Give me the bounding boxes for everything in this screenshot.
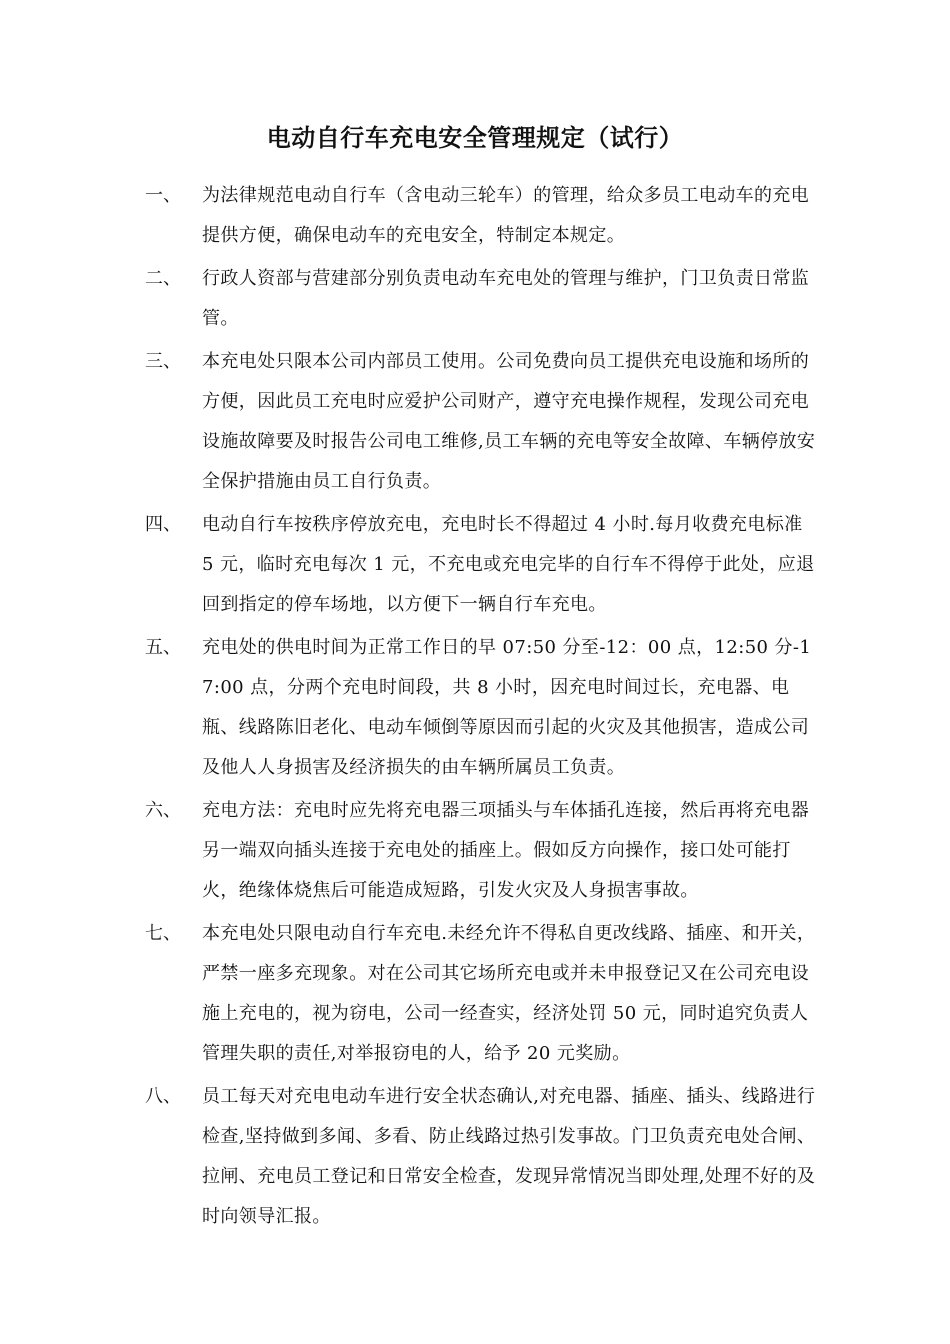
clause-item <box>0 259 950 339</box>
clause-number: 四、 <box>145 514 181 535</box>
clause-text: 本充电处只限本公司内部员工使用。公司免费向员工提供充电设施和场所的方便，因此员工充电时应爱护公司财产，遵守充电操作规程，发现公司充电设施故障要及时报告公司电工维修,员工车辆的充电等安全故障、车辆停放安全保护措施由员工自行负责。 <box>202 351 816 492</box>
clause-item <box>0 914 950 1074</box>
clause-text: 电动自行车按秩序停放充电，充电时长不得超过 4 小时.每月收费充电标准 5 元，临时充电每次 1 元，不充电或充电完毕的自行车不得停于此处，应退回到指定的停车场地，以方便下一辆自行车充电。 <box>202 514 815 615</box>
clause-list <box>0 176 950 1240</box>
clause-item <box>0 1077 950 1237</box>
clause-number: 五、 <box>145 637 181 658</box>
clause-text: 本充电处只限电动自行车充电.未经允许不得私自更改线路、插座、和开关，严禁一座多充现象。对在公司其它场所充电或并未申报登记又在公司充电设施上充电的，视为窃电，公司一经查实，经济处罚 50 元，同时追究负责人管理失职的责任,对举报窃电的人，给予 20 元奖励。 <box>202 923 816 1064</box>
clause-number: 一、 <box>145 185 181 206</box>
clause-item <box>0 505 950 625</box>
clause-text: 员工每天对充电电动车进行安全状态确认,对充电器、插座、插头、线路进行检查,坚持做到多闻、多看、防止线路过热引发事故。门卫负责充电处合闸、拉闸、充电员工登记和日常安全检查，发现异常情况当即处理,处理不好的及时向领导汇报。 <box>202 1086 816 1227</box>
clause-text: 充电处的供电时间为正常工作日的早 07:50 分至-12：00 点，12:50 分-17:00 点，分两个充电时间段，共 8 小时，因充电时间过长，充电器、电瓶、线路陈旧老化、电动车倾倒等原因而引起的火灾及其他损害，造成公司及他人人身损害及经济损失的由车辆所属员工负责。 <box>202 637 812 778</box>
clause-number: 八、 <box>145 1086 181 1107</box>
clause-number: 二、 <box>145 268 181 289</box>
clause-text: 行政人资部与营建部分别负责电动车充电处的管理与维护，门卫负责日常监管。 <box>202 268 810 329</box>
clause-item <box>0 342 950 502</box>
document-title: 电动自行车充电安全管理规定（试行） <box>266 124 684 152</box>
clause-text: 充电方法：充电时应先将充电器三项插头与车体插孔连接，然后再将充电器另一端双向插头连接于充电处的插座上。假如反方向操作，接口处可能打火，绝缘体烧焦后可能造成短路，引发火灾及人身损害事故。 <box>202 800 810 901</box>
clause-item <box>0 628 950 788</box>
clause-number: 七、 <box>145 923 181 944</box>
clause-item <box>0 791 950 911</box>
clause-number: 六、 <box>145 800 181 821</box>
clause-item <box>0 176 950 256</box>
clause-text: 为法律规范电动自行车（含电动三轮车）的管理，给众多员工电动车的充电提供方便，确保电动车的充电安全，特制定本规定。 <box>202 185 810 246</box>
clause-number: 三、 <box>145 351 181 372</box>
